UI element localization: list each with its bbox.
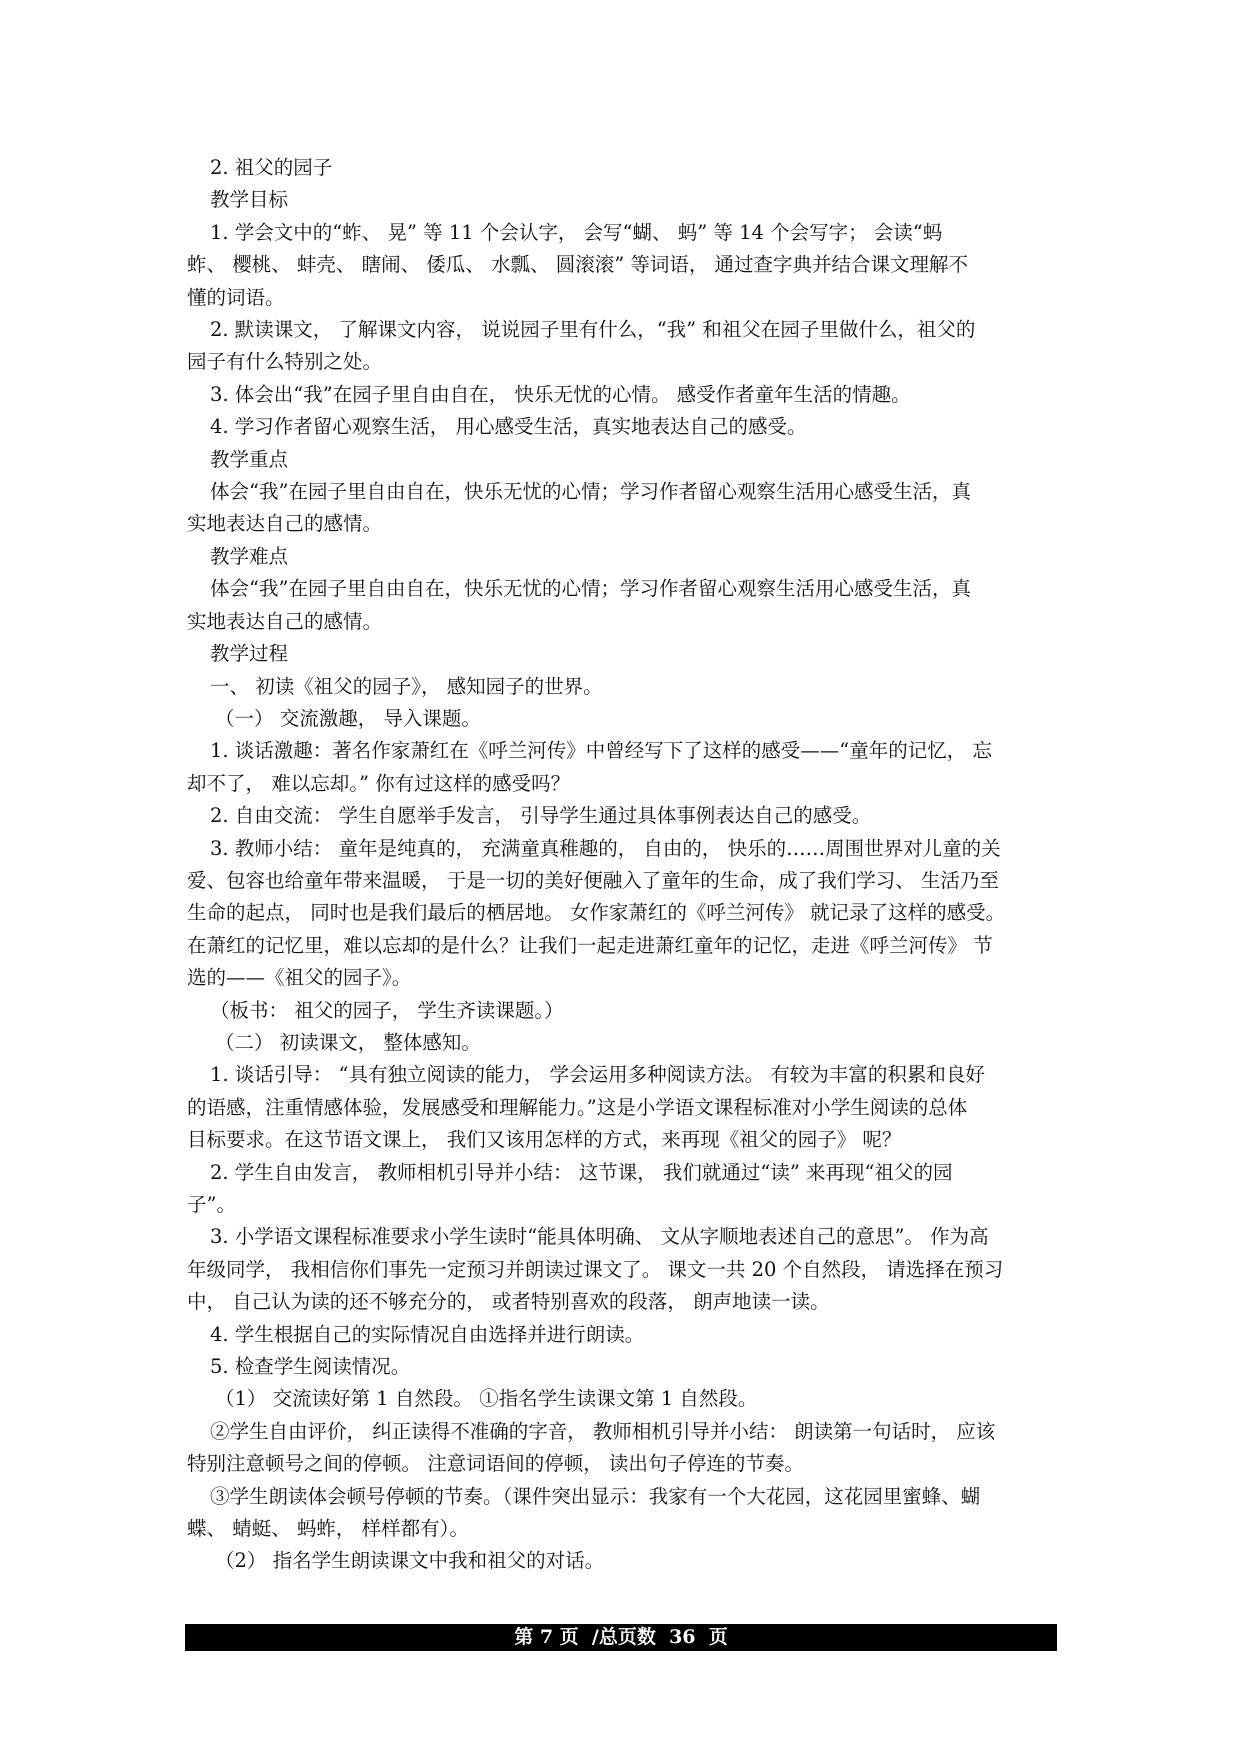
text-line: 却不了， 难以忘却。” 你有过这样的感受吗？ xyxy=(187,771,571,795)
text-line: 教学难点 xyxy=(210,544,289,568)
text-line: 3. 教师小结： 童年是纯真的， 充满童真稚趣的， 自由的， 快乐的……周围世界对儿童的关 xyxy=(210,836,1001,860)
text-line: 5. 检查学生阅读情况。 xyxy=(210,1355,411,1379)
text-line: 选的——《祖父的园子》。 xyxy=(187,966,412,990)
text-line: 特别注意顿号之间的停顿。 注意词语间的停顿， 读出句子停连的节奏。 xyxy=(187,1452,804,1476)
text-line: 体会“我”在园子里自由自在，快乐无忧的心情；学习作者留心观察生活用心感受生活，真 xyxy=(210,480,971,504)
text-line: 爱、包容也给童年带来温暖， 于是一切的美好便融入了童年的生命，成了我们学习、 生活乃至 xyxy=(187,868,999,892)
text-line: 4. 学生根据自己的实际情况自由选择并进行朗读。 xyxy=(210,1322,645,1346)
text-line: 教学过程 xyxy=(210,642,289,666)
document-body xyxy=(187,152,1057,1578)
text-line: 1. 学会文中的“蚱、 晃” 等 11 个会认字， 会写“蝴、 蚂” 等 14 个会写字； 会读“蚂 xyxy=(210,220,943,244)
text-line: （一） 交流激趣， 导入课题。 xyxy=(215,706,481,730)
text-line: （板书： 祖父的园子， 学生齐读课题。） xyxy=(210,998,564,1022)
text-line: 在萧红的记忆里，难以忘却的是什么？让我们一起走进萧红童年的记忆，走进《呼兰河传》 节 xyxy=(187,933,993,957)
text-line: 年级同学， 我相信你们事先一定预习并朗读过课文了。 课文一共 20 个自然段， 请选择在预习 xyxy=(187,1257,1004,1281)
text-line: 生命的起点， 同时也是我们最后的栖居地。 女作家萧红的《呼兰河传》 就记录了这样的感受。 xyxy=(187,901,1006,925)
text-line: 教学重点 xyxy=(210,447,289,471)
text-line: 2. 学生自由发言， 教师相机引导并小结： 这节课， 我们就通过“读” 来再现“祖父的园 xyxy=(210,1160,953,1184)
text-line: 2. 自由交流： 学生自愿举手发言， 引导学生通过具体事例表达自己的感受。 xyxy=(210,804,872,828)
text-line: 一、 初读《祖父的园子》， 感知园子的世界。 xyxy=(210,674,603,698)
text-line: 实地表达自己的感情。 xyxy=(187,609,383,633)
text-line: 懂的词语。 xyxy=(187,285,285,309)
text-line: 1. 谈话激趣：著名作家萧红在《呼兰河传》中曾经写下了这样的感受——“童年的记忆， 忘 xyxy=(210,739,992,763)
text-line: ③学生朗读体会顿号停顿的节奏。（课件突出显示：我家有一个大花园，这花园里蜜蜂、蝴 xyxy=(210,1484,981,1508)
text-line: 3. 小学语文课程标准要求小学生读时“能具体明确、 文从字顺地表述自己的意思”。 作为高 xyxy=(210,1225,989,1249)
text-line: 3. 体会出“我”在园子里自由自在， 快乐无忧的心情。 感受作者童年生活的情趣。 xyxy=(210,382,911,406)
text-line: 蚱、 樱桃、 蚌壳、 瞎闹、 倭瓜、 水瓢、 圆滚滚” 等词语， 通过查字典并结合课文理解不 xyxy=(187,253,969,277)
text-line: 4. 学习作者留心观察生活， 用心感受生活，真实地表达自己的感受。 xyxy=(210,415,807,439)
text-line: 体会“我”在园子里自由自在，快乐无忧的心情；学习作者留心观察生活用心感受生活，真 xyxy=(210,577,971,601)
text-line: 2. 祖父的园子 xyxy=(210,156,333,179)
text-line: （二） 初读课文， 整体感知。 xyxy=(215,1030,481,1054)
text-line: 实地表达自己的感情。 xyxy=(187,512,383,536)
text-line: 子”。 xyxy=(187,1193,236,1216)
text-line: 1. 谈话引导： “具有独立阅读的能力， 学会运用多种阅读方法。 有较为丰富的积累和良好 xyxy=(210,1063,985,1087)
text-line: 教学目标 xyxy=(210,188,289,212)
text-line: 蝶、 蜻蜓、 蚂蚱， 样样都有）。 xyxy=(187,1517,469,1541)
text-line: 目标要求。在这节语文课上， 我们又该用怎样的方式，来再现《祖父的园子》 呢？ xyxy=(187,1128,902,1152)
text-line: 2. 默读课文， 了解课文内容， 说说园子里有什么，“我” 和祖父在园子里做什么，祖父的 xyxy=(210,318,976,342)
text-line: 园子有什么特别之处。 xyxy=(187,350,383,374)
page-footer: 第 7 页 /总页数 36 页 xyxy=(185,1624,1057,1651)
text-line: （2） 指名学生朗读课文中我和祖父的对话。 xyxy=(215,1549,605,1573)
text-line: 的语感，注重情感体验，发展感受和理解能力。”这是小学语文课程标准对小学生阅读的总体 xyxy=(187,1095,968,1119)
text-line: 中， 自己认为读的还不够充分的， 或者特别喜欢的段落， 朗声地读一读。 xyxy=(187,1290,830,1314)
text-line: （1） 交流读好第 1 自然段。 ①指名学生读课文第 1 自然段。 xyxy=(215,1387,758,1411)
text-line: ②学生自由评价， 纠正读得不准确的字音， 教师相机引导并小结： 朗读第一句话时， 应该 xyxy=(210,1419,996,1443)
